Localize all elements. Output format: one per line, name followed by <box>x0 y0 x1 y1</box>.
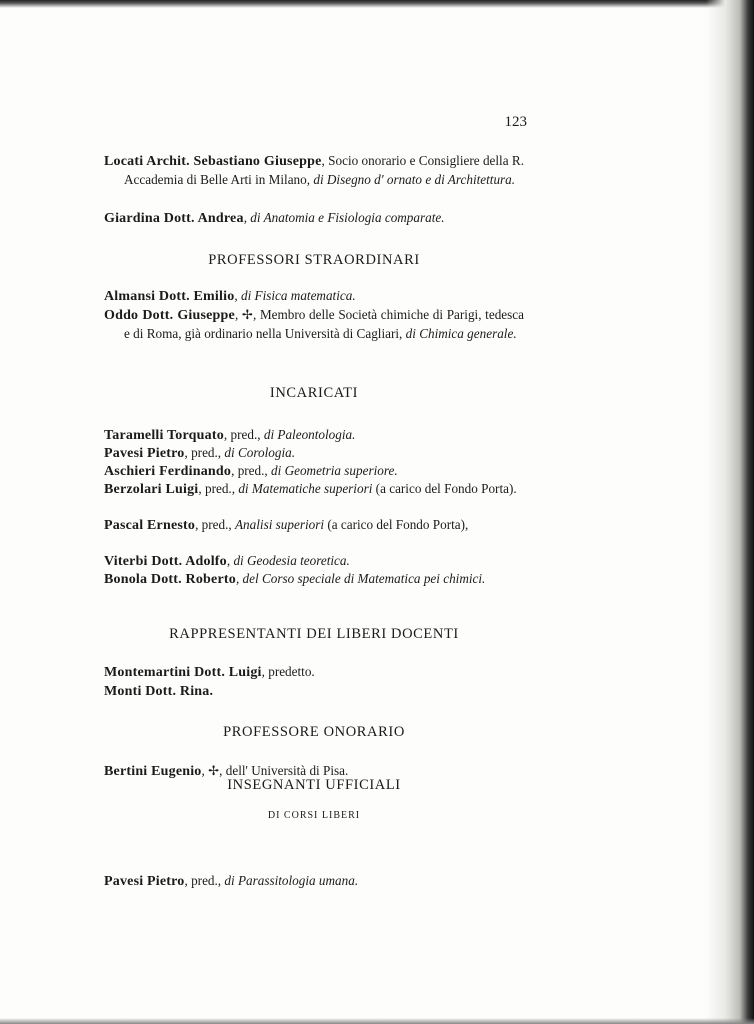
heading-insegnanti: INSEGNANTI UFFICIALI <box>227 777 401 793</box>
entry-separator: , <box>234 288 241 303</box>
entry-text: Membro delle Società chimiche di Parigi, tedesca e di Roma, già ordinario nella Università di Cagliari, <box>124 307 524 342</box>
entry-separator: , <box>321 153 329 168</box>
entry-bonola <box>84 570 524 589</box>
entry-name: Pavesi Pietro <box>104 874 185 889</box>
entry-text: pred., <box>191 445 225 460</box>
entry-name: Taramelli Torquato <box>104 428 224 443</box>
entry-note: (a carico del Fondo Porta). <box>372 481 517 496</box>
entry-pascal <box>84 516 524 535</box>
entry-subject: del Corso speciale di Matematica pei chimici. <box>242 571 486 586</box>
entry-separator: , <box>243 210 251 225</box>
entry-subject: di Parassitologia umana. <box>224 873 359 888</box>
entry-name: Almansi Dott. Emilio <box>104 289 235 304</box>
entry-subject: di Geodesia teoretica. <box>233 553 350 568</box>
entry-berzolari <box>84 480 524 499</box>
entry-monti <box>84 682 524 701</box>
entry-text: pred., <box>237 463 272 478</box>
heading-straordinari: PROFESSORI STRAORDINARI <box>208 252 420 268</box>
entry-locati <box>84 152 524 189</box>
entry-name: Oddo Dott. Giuseppe <box>104 308 235 323</box>
entry-subject: di Corologia. <box>224 445 295 460</box>
entry-separator: , <box>226 553 234 568</box>
entry-separator: , ✢, <box>201 763 226 778</box>
entry-name: Bonola Dott. Roberto <box>104 572 236 587</box>
entry-giardina <box>84 209 524 228</box>
entry-name: Pavesi Pietro <box>104 446 185 461</box>
entry-text: Socio onorario e Consigliere della R. Accademia di Belle Arti in Milano, <box>124 153 525 188</box>
entry-separator: , <box>184 873 192 888</box>
entry-text: pred., <box>191 873 225 888</box>
entry-separator: , ✢, <box>234 307 260 322</box>
entry-name: Viterbi Dott. Adolfo <box>104 554 227 569</box>
entry-separator: , <box>235 571 243 586</box>
entry-subject: di Disegno d' ornato e di Architettura. <box>313 172 516 188</box>
entry-subject: Analisi superiori <box>235 517 325 532</box>
entry-viterbi <box>84 552 524 571</box>
entry-name: Montemartini Dott. Luigi <box>104 665 262 680</box>
entry-name: Aschieri Ferdinando <box>104 464 232 479</box>
entry-name: Monti Dott. Rina. <box>104 684 214 699</box>
entry-text: pred., <box>230 427 264 442</box>
entry-separator: , <box>231 463 238 478</box>
entry-separator: , <box>261 664 269 679</box>
page-bottom-edge <box>0 1018 754 1024</box>
entry-separator: , <box>223 427 231 442</box>
entry-aschieri <box>84 462 524 481</box>
entry-subject: di Matematiche superiori <box>238 481 373 496</box>
entry-pavesi <box>84 444 524 463</box>
subheading-corsi-liberi: DI CORSI LIBERI <box>267 810 361 821</box>
entry-note: (a carico del Fondo Porta), <box>324 517 469 532</box>
entry-text: predetto. <box>268 664 315 679</box>
entry-taramelli <box>84 426 524 445</box>
entry-name: Bertini Eugenio <box>104 764 202 779</box>
entry-text: pred., <box>204 481 239 496</box>
heading-incaricati: INCARICATI <box>269 385 359 401</box>
entry-oddo <box>84 306 524 343</box>
entry-separator: , <box>195 517 202 532</box>
entry-subject: di Geometria superiore. <box>271 463 398 478</box>
entry-name: Giardina Dott. Andrea <box>104 211 244 226</box>
heading-rappresentanti: RAPPRESENTANTI DEI LIBERI DOCENTI <box>169 626 459 642</box>
entry-name: Locati Archit. Sebastiano Giuseppe <box>104 154 322 169</box>
entry-montemartini <box>84 663 524 682</box>
page-binding-edge <box>706 0 754 1024</box>
entry-subject: di Fisica matematica. <box>240 288 356 303</box>
page-top-edge <box>0 0 754 8</box>
entry-subject: di Paleontologia. <box>263 427 356 442</box>
entry-separator: , <box>198 481 205 496</box>
entry-text: pred., <box>201 517 235 532</box>
page-number: 123 <box>504 114 527 130</box>
entry-almansi <box>84 287 524 306</box>
entry-separator: , <box>184 445 192 460</box>
entry-name: Pascal Ernesto <box>104 518 196 533</box>
entry-name: Berzolari Luigi <box>104 482 199 497</box>
entry-text: dell' Università di Pisa. <box>225 763 349 778</box>
entry-subject: di Chimica generale. <box>405 326 517 342</box>
entry-subject: di Anatomia e Fisiologia comparate. <box>250 210 445 225</box>
heading-onorario: PROFESSORE ONORARIO <box>223 724 405 740</box>
entry-pavesi-parassitologia <box>84 872 524 891</box>
